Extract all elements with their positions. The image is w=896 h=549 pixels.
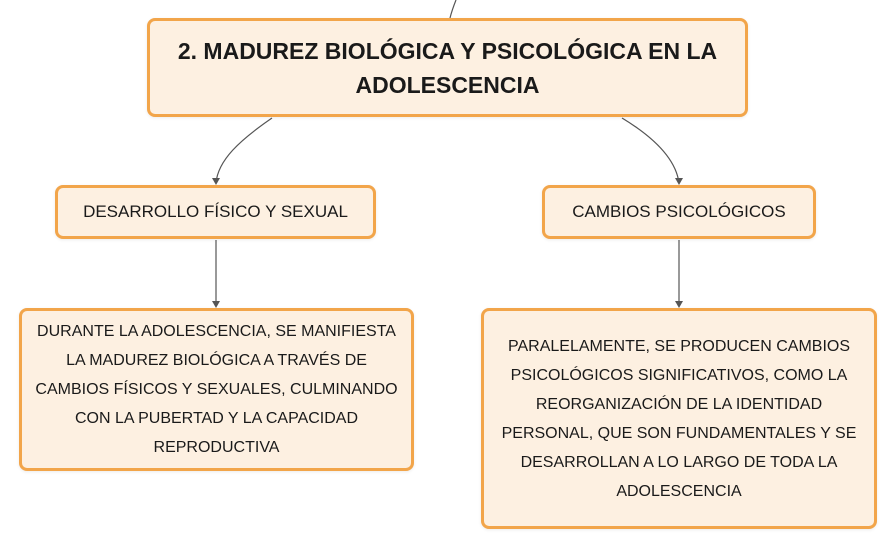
connector-parent-to-root bbox=[450, 0, 456, 18]
subtopic-node-fisico[interactable] bbox=[55, 185, 376, 239]
root-topic-node[interactable] bbox=[147, 18, 748, 117]
subtopic-label-fisico: DESARROLLO FÍSICO Y SEXUAL bbox=[83, 202, 348, 221]
arrow-root-to-fisico bbox=[212, 178, 220, 185]
subtopic-label-psico: CAMBIOS PSICOLÓGICOS bbox=[572, 202, 786, 221]
detail-node-psico[interactable] bbox=[481, 308, 877, 529]
connector-root-to-fisico bbox=[216, 118, 272, 183]
arrow-root-to-psico bbox=[675, 178, 683, 185]
arrow-fisico-to-desc bbox=[212, 301, 220, 308]
arrow-psico-to-desc bbox=[675, 301, 683, 308]
connector-root-to-psico bbox=[622, 118, 679, 183]
detail-text-psico: PARALELAMENTE, SE PRODUCEN CAMBIOS PSICOLÓGICOS SIGNIFICATIVOS, COMO LA REORGANIZACIÓN DE LA IDENTIDAD PERSONAL, QUE SON FUNDAMENTALES Y SE DESARROLLAN A LO LARGO DE TODA LA ADOLESCENCIA bbox=[501, 337, 857, 500]
detail-text-fisico: DURANTE LA ADOLESCENCIA, SE MANIFIESTA LA MADUREZ BIOLÓGICA A TRAVÉS DE CAMBIOS FÍSICOS Y SEXUALES, CULMINANDO CON LA PUBERTAD Y LA CAPACIDAD REPRODUCTIVA bbox=[35, 323, 398, 456]
subtopic-node-psico[interactable] bbox=[542, 185, 816, 239]
root-topic-label: 2. MADUREZ BIOLÓGICA Y PSICOLÓGICA EN LA ADOLESCENCIA bbox=[177, 37, 718, 98]
detail-node-fisico[interactable] bbox=[19, 308, 414, 471]
